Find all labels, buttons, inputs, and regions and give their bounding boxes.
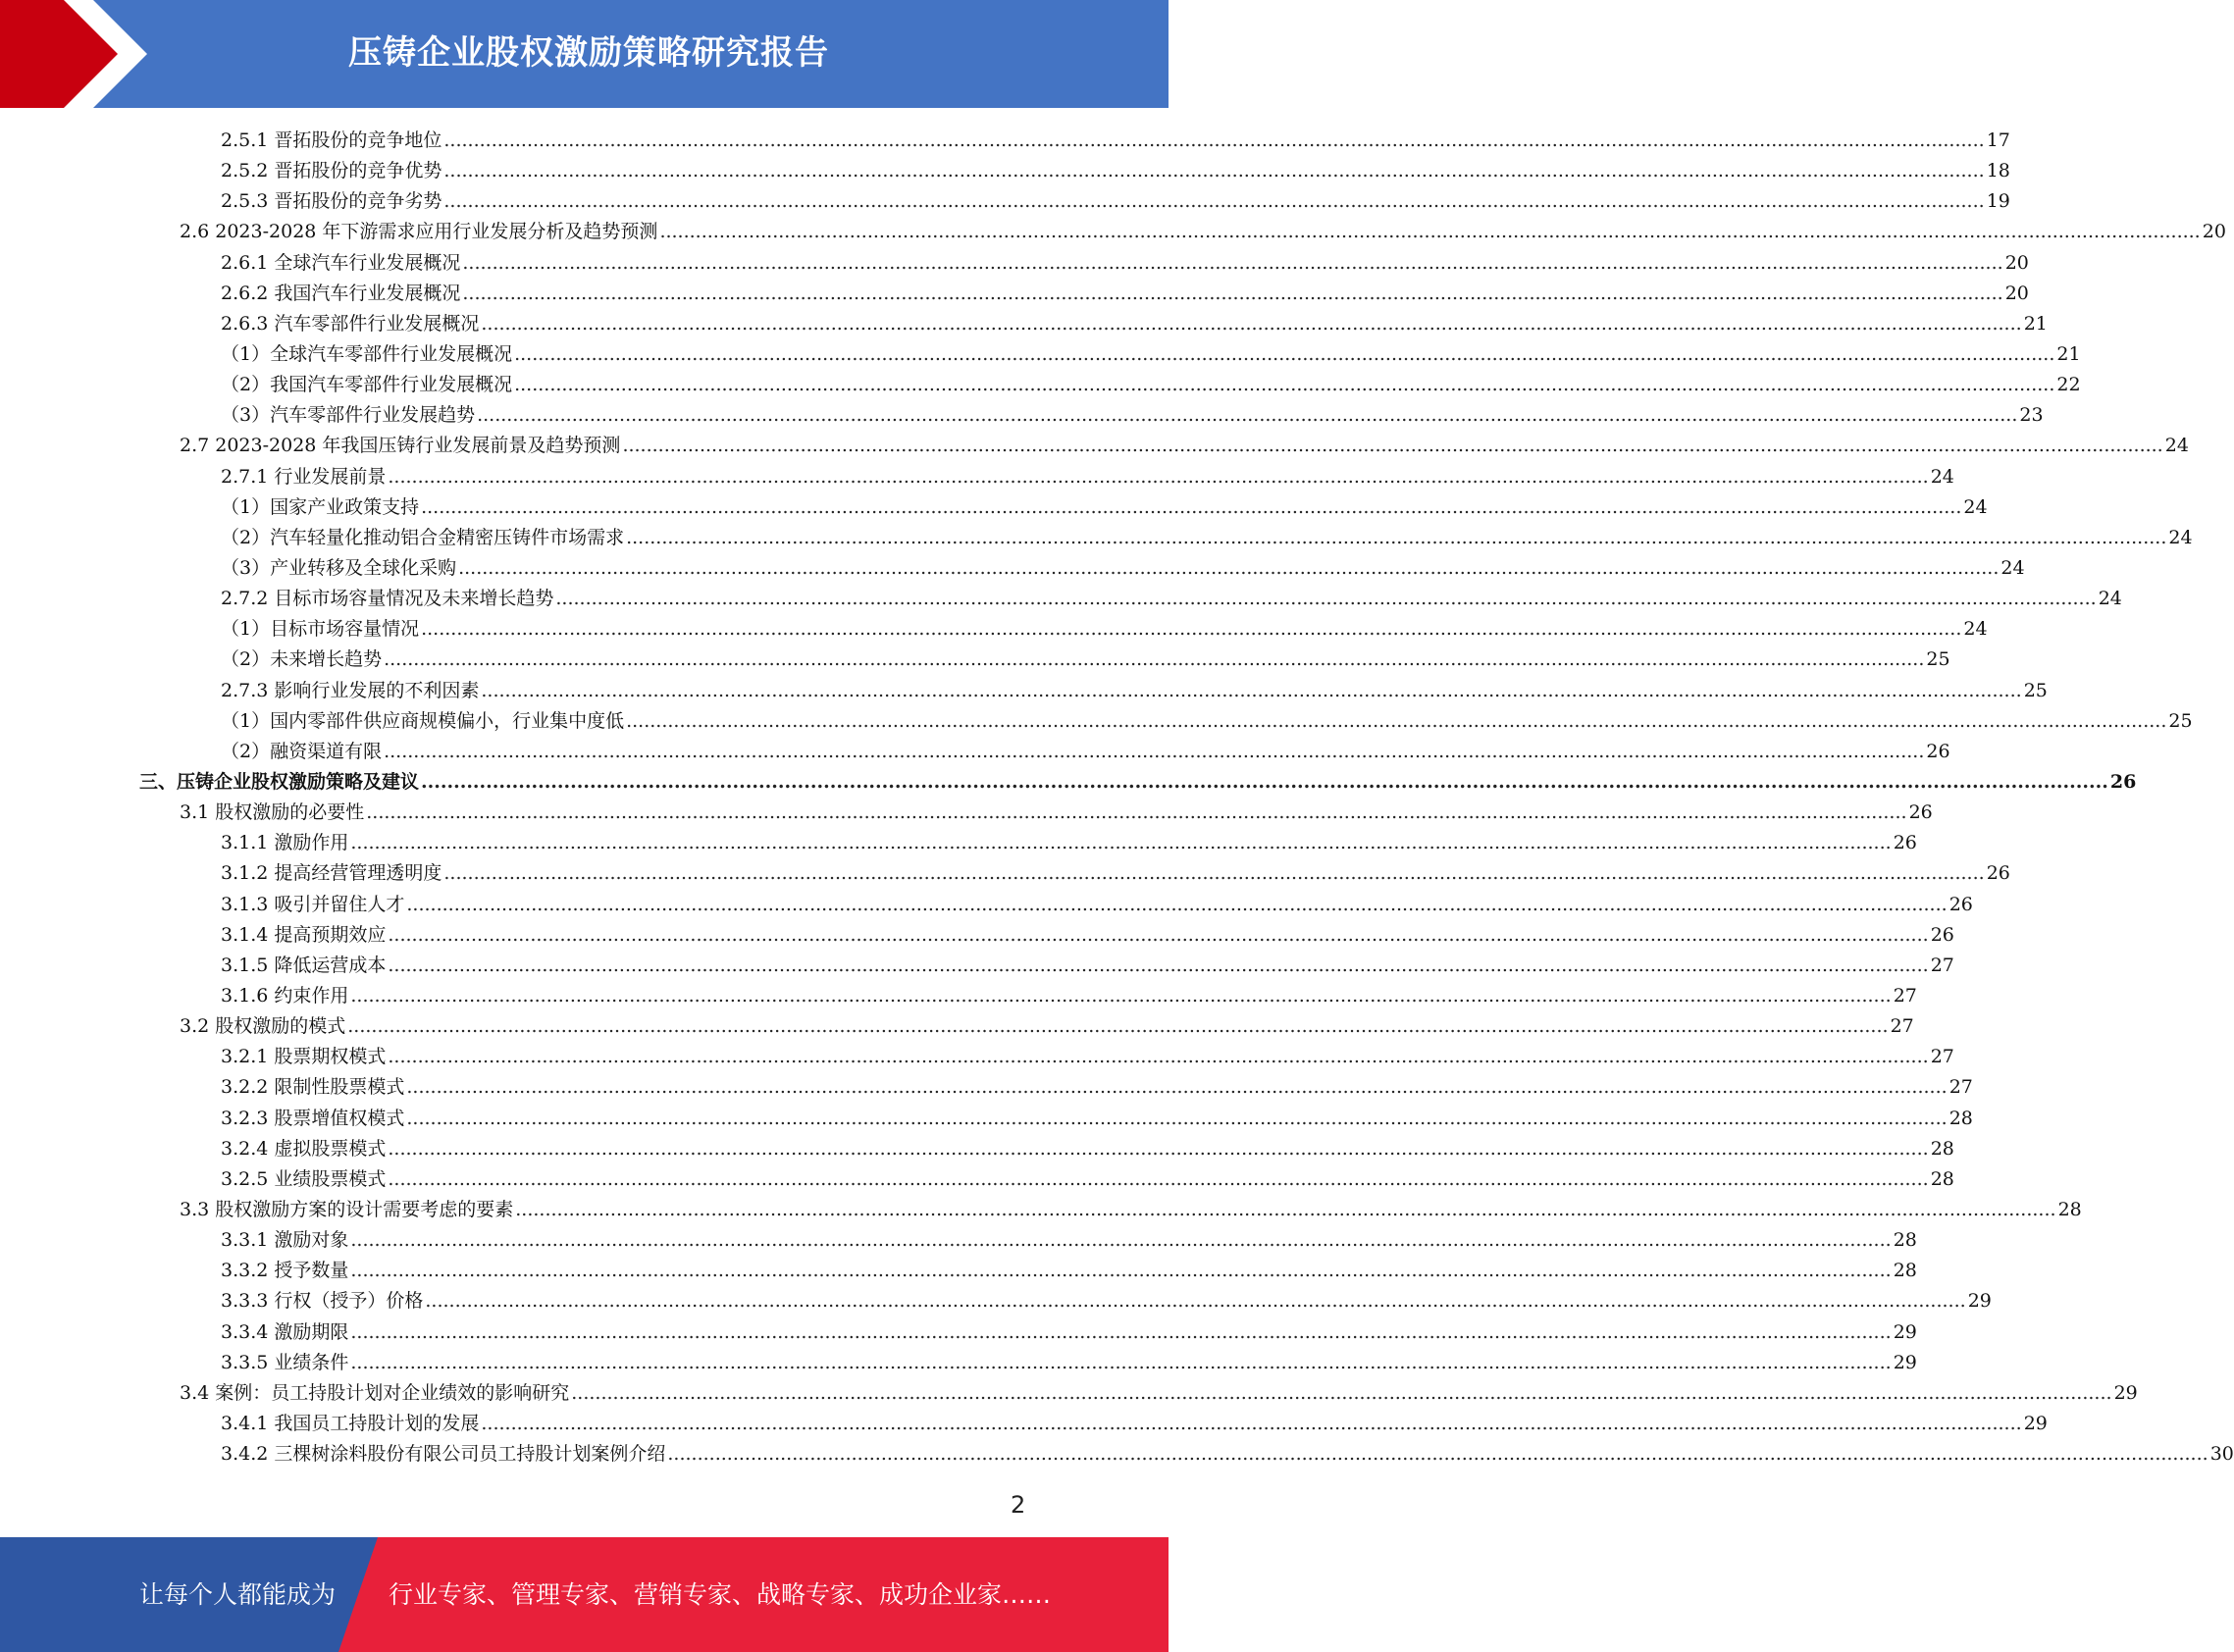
toc-dot-leader: .................................................................................................................................................................................................................................................................... (347, 1015, 1889, 1038)
toc-entry-page: 18 (1986, 160, 2010, 182)
toc-entry[interactable] (0, 676, 2048, 706)
toc-entry[interactable] (0, 462, 1954, 492)
toc-dot-leader: .................................................................................................................................................................................................................................................................... (384, 648, 1925, 671)
toc-entry-title: 3.3.3 行权（授予）价格 (221, 1290, 424, 1313)
toc-entry-title: （3）产业转移及全球化采购 (221, 557, 457, 580)
toc-entry-title: 三、压铸企业股权激励策略及建议 (139, 771, 420, 794)
page-number: 2 (1011, 1491, 1026, 1519)
toc-entry-page: 28 (1930, 1167, 1954, 1190)
toc-entry-page: 27 (1930, 1046, 1954, 1068)
toc-entry[interactable] (0, 1378, 2138, 1409)
toc-entry-title: 3.3.2 授予数量 (221, 1260, 349, 1282)
toc-entry-title: 3.1.6 约束作用 (221, 985, 349, 1007)
toc-dot-leader: .................................................................................................................................................................................................................................................................... (388, 1167, 1929, 1190)
toc-entry-page: 28 (1948, 1107, 1973, 1129)
toc-dot-leader: .................................................................................................................................................................................................................................................................... (350, 1320, 1892, 1343)
toc-entry-page: 26 (2109, 771, 2137, 794)
toc-entry[interactable] (0, 279, 2029, 309)
toc-entry[interactable] (0, 1042, 1954, 1072)
toc-entry-title: 3.2 股权激励的模式 (180, 1015, 346, 1038)
toc-entry-title: （1）国内零部件供应商规模偏小，行业集中度低 (221, 709, 625, 732)
toc-entry-page: 30 (2209, 1443, 2234, 1466)
toc-dot-leader: .................................................................................................................................................................................................................................................................... (481, 312, 2022, 335)
toc-entry-title: 3.1.3 吸引并留住人才 (221, 893, 405, 915)
toc-entry-title: 3.3.4 激励期限 (221, 1320, 349, 1343)
toc-entry-page: 29 (2023, 1412, 2048, 1434)
toc-entry-title: （1）国家产业政策支持 (221, 495, 420, 518)
toc-entry-page: 27 (1930, 954, 1954, 976)
page-footer (0, 1537, 1169, 1652)
toc-entry-page: 26 (1908, 801, 1933, 824)
toc-entry-page: 27 (1948, 1076, 1973, 1099)
toc-dot-leader: .................................................................................................................................................................................................................................................................... (458, 557, 2000, 580)
toc-dot-leader: .................................................................................................................................................................................................................................................................... (384, 740, 1925, 762)
toc-dot-leader: .................................................................................................................................................................................................................................................................... (626, 709, 2167, 732)
toc-entry-title: 3.3.1 激励对象 (221, 1229, 349, 1252)
toc-entry[interactable] (0, 1195, 2082, 1225)
toc-entry-title: 3.4 案例：员工持股计划对企业绩效的影响研究 (180, 1381, 570, 1404)
toc-entry-page: 26 (1986, 862, 2010, 885)
toc-entry-page: 29 (2113, 1381, 2138, 1404)
toc-entry-title: 2.7.1 行业发展前景 (221, 465, 387, 488)
toc-entry-title: （1）全球汽车零部件行业发展概况 (221, 343, 513, 366)
toc-entry-page: 24 (1963, 495, 1988, 518)
toc-entry-page: 24 (1930, 465, 1954, 488)
toc-entry[interactable] (0, 584, 2122, 614)
toc-entry-title: 3.2.5 业绩股票模式 (221, 1167, 387, 1190)
toc-dot-leader: .................................................................................................................................................................................................................................................................... (406, 893, 1948, 915)
footer-slogan-left: 让每个人都能成为 (139, 1580, 337, 1609)
toc-entry[interactable] (0, 1316, 1917, 1347)
toc-entry[interactable] (0, 309, 2048, 339)
toc-entry-title: 3.2.4 虚拟股票模式 (221, 1137, 387, 1160)
toc-dot-leader: .................................................................................................................................................................................................................................................................... (481, 679, 2022, 701)
toc-entry-title: （1）目标市场容量情况 (221, 618, 420, 641)
toc-dot-leader: .................................................................................................................................................................................................................................................................... (406, 1107, 1948, 1129)
toc-entry-title: 2.5.1 晋拓股份的竞争地位 (221, 129, 442, 152)
toc-dot-leader: .................................................................................................................................................................................................................................................................... (514, 343, 2055, 366)
toc-entry[interactable] (0, 798, 1933, 828)
toc-entry-title: （2）未来增长趋势 (221, 648, 383, 671)
toc-dot-leader: .................................................................................................................................................................................................................................................................... (443, 160, 1985, 182)
report-title: 压铸企业股权激励策略研究报告 (348, 33, 829, 73)
toc-dot-leader: .................................................................................................................................................................................................................................................................... (366, 801, 1907, 824)
toc-entry[interactable] (0, 645, 1950, 675)
toc-entry[interactable] (0, 553, 2025, 584)
toc-entry-title: 2.5.2 晋拓股份的竞争优势 (221, 160, 442, 182)
toc-entry-page: 20 (2202, 221, 2226, 243)
toc-entry[interactable] (0, 523, 2193, 553)
toc-entry[interactable] (0, 981, 1917, 1011)
toc-entry-page: 28 (1893, 1260, 1917, 1282)
toc-entry-page: 28 (1893, 1229, 1917, 1252)
toc-entry[interactable] (0, 706, 2193, 737)
toc-dot-leader: .................................................................................................................................................................................................................................................................... (425, 1290, 1966, 1313)
toc-entry[interactable] (0, 1104, 1973, 1134)
toc-entry-page: 17 (1986, 129, 2010, 152)
toc-entry-title: 3.2.3 股票增值权模式 (221, 1107, 405, 1129)
toc-entry[interactable] (0, 951, 1954, 981)
toc-entry-page: 20 (2004, 282, 2029, 304)
toc-entry-title: （2）融资渠道有限 (221, 740, 383, 762)
toc-dot-leader: .................................................................................................................................................................................................................................................................... (388, 1137, 1929, 1160)
toc-entry-title: （2）汽车轻量化推动铝合金精密压铸件市场需求 (221, 526, 625, 548)
toc-entry-page: 24 (1963, 618, 1988, 641)
toc-dot-leader: .................................................................................................................................................................................................................................................................... (622, 435, 2163, 457)
footer-slogan-right: 行业专家、管理专家、营销专家、战略专家、成功企业家…… (389, 1580, 1052, 1609)
toc-dot-leader: .................................................................................................................................................................................................................................................................... (350, 832, 1892, 854)
toc-dot-leader: .................................................................................................................................................................................................................................................................... (443, 190, 1985, 213)
toc-dot-leader: .................................................................................................................................................................................................................................................................... (421, 495, 1962, 518)
toc-entry-page: 23 (2019, 404, 2044, 427)
toc-entry-page: 26 (1948, 893, 1973, 915)
toc-entry[interactable] (0, 248, 2029, 279)
toc-dot-leader: .................................................................................................................................................................................................................................................................... (421, 771, 2108, 794)
toc-entry[interactable] (0, 1164, 1954, 1195)
toc-entry-title: 2.6.3 汽车零部件行业发展概况 (221, 312, 480, 335)
toc-entry[interactable] (0, 339, 2081, 370)
toc-entry-page: 21 (2056, 343, 2081, 366)
toc-entry[interactable] (0, 1286, 1992, 1316)
toc-entry-page: 26 (1926, 740, 1950, 762)
toc-entry-title: 3.1.1 激励作用 (221, 832, 349, 854)
header-arrow-decoration (0, 0, 157, 108)
toc-dot-leader: .................................................................................................................................................................................................................................................................... (626, 526, 2167, 548)
toc-entry[interactable] (0, 1134, 1954, 1164)
toc-entry-title: 2.7.3 影响行业发展的不利因素 (221, 679, 480, 701)
toc-dot-leader: .................................................................................................................................................................................................................................................................... (350, 985, 1892, 1007)
toc-entry[interactable] (0, 1256, 1917, 1286)
table-of-contents (0, 126, 2234, 1470)
toc-dot-leader: .................................................................................................................................................................................................................................................................... (388, 465, 1929, 488)
toc-entry-title: （3）汽车零部件行业发展趋势 (221, 404, 476, 427)
toc-entry[interactable] (0, 1225, 1917, 1256)
toc-entry-title: 3.4.2 三棵树涂料股份有限公司员工持股计划案例介绍 (221, 1443, 666, 1466)
toc-entry[interactable] (0, 614, 1988, 645)
toc-entry[interactable] (0, 186, 2010, 217)
toc-entry[interactable] (0, 737, 1950, 767)
toc-entry-page: 22 (2056, 374, 2081, 396)
toc-entry[interactable] (0, 126, 2010, 156)
toc-dot-leader: .................................................................................................................................................................................................................................................................... (515, 1198, 2056, 1220)
toc-entry-page: 27 (1890, 1015, 1914, 1038)
toc-entry-title: 2.6 2023-2028 年下游需求应用行业发展分析及趋势预测 (180, 221, 658, 243)
toc-dot-leader: .................................................................................................................................................................................................................................................................... (388, 923, 1929, 946)
toc-dot-leader: .................................................................................................................................................................................................................................................................... (350, 1229, 1892, 1252)
toc-entry-page: 29 (1893, 1320, 1917, 1343)
toc-dot-leader: .................................................................................................................................................................................................................................................................... (443, 129, 1985, 152)
toc-entry[interactable] (0, 1072, 1973, 1103)
toc-entry-title: 3.3 股权激励方案的设计需要考虑的要素 (180, 1198, 514, 1220)
toc-entry[interactable] (0, 920, 1954, 951)
toc-dot-leader: .................................................................................................................................................................................................................................................................... (571, 1381, 2112, 1404)
toc-entry-title: （2）我国汽车零部件行业发展概况 (221, 374, 513, 396)
toc-entry-page: 29 (1967, 1290, 1992, 1313)
toc-entry-title: 2.7.2 目标市场容量情况及未来增长趋势 (221, 588, 554, 610)
toc-dot-leader: .................................................................................................................................................................................................................................................................... (514, 374, 2055, 396)
toc-entry[interactable] (0, 431, 2189, 461)
toc-entry-title: 2.6.2 我国汽车行业发展概况 (221, 282, 461, 304)
toc-entry[interactable] (0, 1011, 1914, 1042)
toc-entry-title: 3.4.1 我国员工持股计划的发展 (221, 1412, 480, 1434)
toc-entry-page: 27 (1893, 985, 1917, 1007)
toc-dot-leader: .................................................................................................................................................................................................................................................................... (421, 618, 1962, 641)
toc-dot-leader: .................................................................................................................................................................................................................................................................... (350, 1260, 1892, 1282)
toc-entry[interactable] (0, 1439, 2234, 1470)
toc-entry-page: 24 (2000, 557, 2025, 580)
toc-entry-title: 2.6.1 全球汽车行业发展概况 (221, 251, 461, 274)
toc-entry-page: 24 (2164, 435, 2189, 457)
toc-entry[interactable] (0, 370, 2081, 400)
toc-entry-title: 2.7 2023-2028 年我国压铸行业发展前景及趋势预测 (180, 435, 621, 457)
toc-entry-page: 24 (2098, 588, 2122, 610)
toc-entry-title: 3.1 股权激励的必要性 (180, 801, 365, 824)
toc-entry[interactable] (0, 1409, 2048, 1439)
toc-entry-page: 28 (2057, 1198, 2082, 1220)
toc-entry-page: 29 (1893, 1351, 1917, 1373)
toc-entry-page: 25 (1926, 648, 1950, 671)
toc-dot-leader: .................................................................................................................................................................................................................................................................... (350, 1351, 1892, 1373)
toc-entry[interactable] (0, 767, 2137, 798)
toc-entry[interactable] (0, 1348, 1917, 1378)
toc-entry-page: 20 (2004, 251, 2029, 274)
toc-dot-leader: .................................................................................................................................................................................................................................................................... (462, 282, 2003, 304)
toc-entry-title: 3.1.2 提高经营管理透明度 (221, 862, 442, 885)
toc-dot-leader: .................................................................................................................................................................................................................................................................... (462, 251, 2003, 274)
toc-entry[interactable] (0, 890, 1973, 920)
toc-entry-title: 3.2.1 股票期权模式 (221, 1046, 387, 1068)
toc-entry-page: 24 (2168, 526, 2193, 548)
toc-entry[interactable] (0, 828, 1917, 858)
toc-entry-title: 3.1.5 降低运营成本 (221, 954, 387, 976)
toc-entry-title: 3.1.4 提高预期效应 (221, 923, 387, 946)
toc-dot-leader: .................................................................................................................................................................................................................................................................... (443, 862, 1985, 885)
toc-entry-page: 26 (1893, 832, 1917, 854)
toc-entry-title: 2.5.3 晋拓股份的竞争劣势 (221, 190, 442, 213)
toc-entry-page: 25 (2023, 679, 2048, 701)
toc-entry-page: 28 (1930, 1137, 1954, 1160)
toc-entry[interactable] (0, 217, 2226, 247)
toc-entry-title: 3.3.5 业绩条件 (221, 1351, 349, 1373)
toc-dot-leader: .................................................................................................................................................................................................................................................................... (667, 1443, 2208, 1466)
toc-entry-page: 25 (2168, 709, 2193, 732)
toc-entry[interactable] (0, 400, 2044, 431)
toc-dot-leader: .................................................................................................................................................................................................................................................................... (406, 1076, 1948, 1099)
toc-dot-leader: .................................................................................................................................................................................................................................................................... (477, 404, 2018, 427)
page-header (0, 0, 1169, 108)
toc-dot-leader: .................................................................................................................................................................................................................................................................... (555, 588, 2097, 610)
toc-entry[interactable] (0, 492, 1988, 523)
toc-entry-page: 21 (2023, 312, 2048, 335)
toc-dot-leader: .................................................................................................................................................................................................................................................................... (388, 954, 1929, 976)
toc-entry[interactable] (0, 156, 2010, 186)
toc-dot-leader: .................................................................................................................................................................................................................................................................... (659, 221, 2201, 243)
toc-dot-leader: .................................................................................................................................................................................................................................................................... (388, 1046, 1929, 1068)
toc-entry-page: 26 (1930, 923, 1954, 946)
toc-entry-page: 19 (1986, 190, 2010, 213)
toc-entry[interactable] (0, 858, 2010, 889)
toc-dot-leader: .................................................................................................................................................................................................................................................................... (481, 1412, 2022, 1434)
toc-entry-title: 3.2.2 限制性股票模式 (221, 1076, 405, 1099)
